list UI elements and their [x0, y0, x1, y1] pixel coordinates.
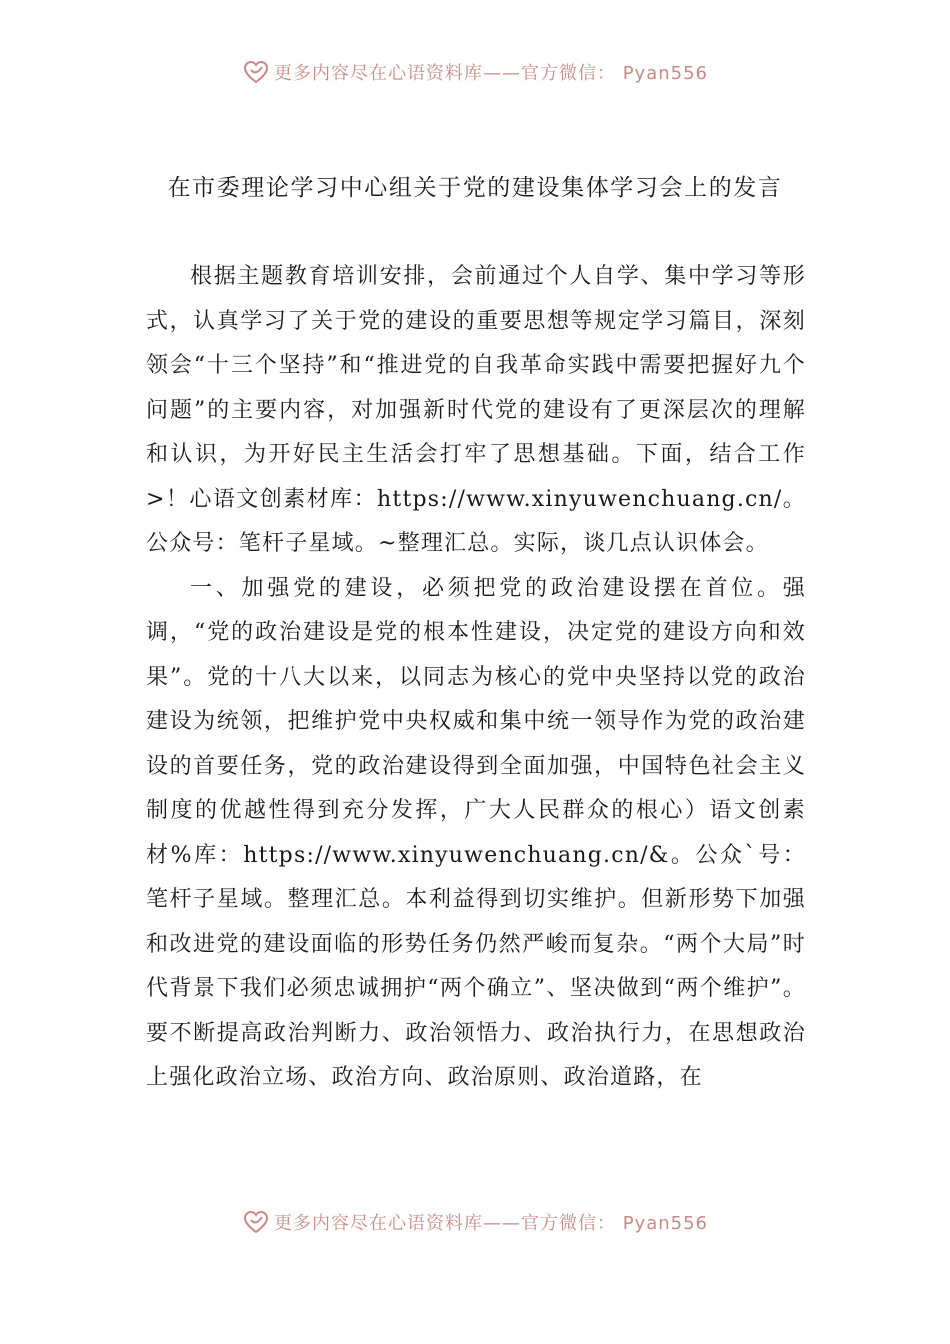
paragraph: 一、加强党的建设，必须把党的政治建设摆在首位。强调，“党的政治建设是党的根本性建设，决定党的建设方向和效果”。党的十八大以来，以同志为核心的党中央坚持以党的政治建设为统领，把维护党中央权威和集中统一领导作为党的政治建设的首要任务，党的政治建设得到全面加强，中国特色社会主义制度的优越性得到充分发挥，广大人民群众的根心）语文创素材%库：https://www.xinyuwenchuang.cn/&。公众`号：笔杆子星域。整理汇总。本利益得到切实维护。但新形势下加强和改进党的建设面临的形势任务仍然严峻而复杂。“两个大局”时代背景下我们必须忠诚拥护“两个确立”、坚决做到“两个维护”。要不断提高政治判断力、政治领悟力、政治执行力，在思想政治上强化政治立场、政治方向、政治原则、政治道路，在 — [146, 575, 806, 1090]
heart-logo-icon — [242, 58, 270, 86]
document-body — [146, 255, 806, 1101]
document-title: 在市委理论学习中心组关于党的建设集体学习会上的发言 — [167, 175, 783, 201]
header-watermark — [0, 52, 950, 92]
watermark-text: 更多内容尽在心语资料库——官方微信： Pyan556 — [273, 1213, 709, 1234]
footer-watermark — [0, 1202, 950, 1242]
watermark-text: 更多内容尽在心语资料库——官方微信： Pyan556 — [273, 63, 709, 84]
heart-logo-icon — [242, 1208, 270, 1236]
paragraph: 根据主题教育培训安排，会前通过个人自学、集中学习等形式，认真学习了关于党的建设的重要思想等规定学习篇目，深刻领会“十三个坚持”和“推进党的自我革命实践中需要把握好九个问题”的主要内容，对加强新时代党的建设有了更深层次的理解和认识，为开好民主生活会打牢了思想基础。下面，结合工作>！心语文创素材库：https://www.xinyuwenchuang.cn/。公众号：笔杆子星域。~整理汇总。实际，谈几点认识体会。 — [146, 264, 806, 556]
